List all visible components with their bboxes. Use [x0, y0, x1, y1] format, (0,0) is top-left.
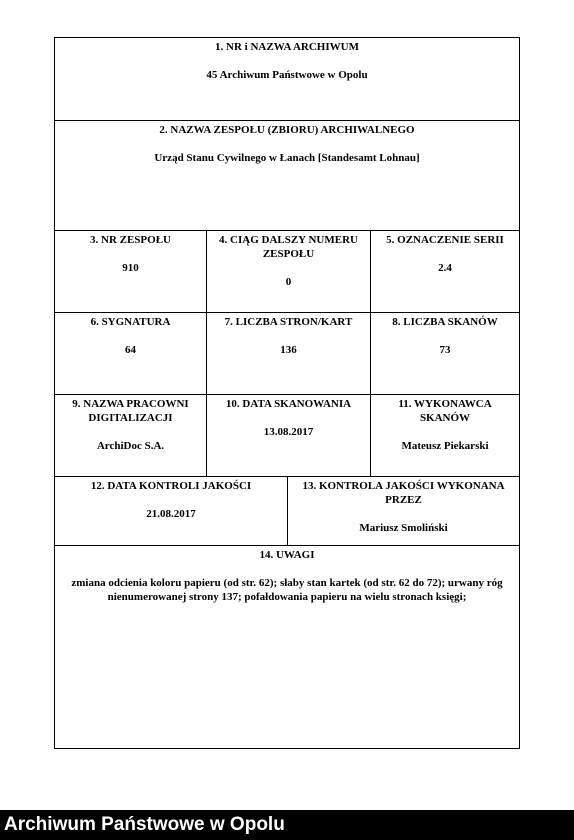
field-label: 8. LICZBA SKANÓW: [392, 316, 498, 328]
field-scan-operator: [370, 395, 519, 476]
row-fonds-name: [55, 120, 519, 230]
field-label: 2. NAZWA ZESPOŁU (ZBIORU) ARCHIWALNEGO: [159, 124, 415, 136]
field-label: 3. NR ZESPOŁU: [90, 234, 171, 246]
row-quality-control: [55, 476, 519, 545]
field-fonds-number: [55, 231, 206, 312]
field-label: 1. NR i NAZWA ARCHIWUM: [215, 41, 359, 53]
field-digitization-lab: [55, 395, 206, 476]
row-signature-counts: [55, 312, 519, 394]
field-archive-name: [55, 38, 519, 120]
field-page-count: [206, 313, 370, 394]
field-value: 64: [125, 344, 136, 356]
field-value: 21.08.2017: [146, 508, 196, 520]
field-label: 5. OZNACZENIE SERII: [386, 234, 504, 246]
field-value: 0: [285, 276, 292, 288]
field-fonds-number-continuation: [206, 231, 370, 312]
field-value: 2.4: [438, 262, 452, 274]
field-label: 7. LICZBA STRON/KART: [224, 316, 353, 328]
field-value: zmiana odcienia koloru papieru (od str. 62); słaby stan kartek (od str. 62 do 72); urwany róg nienumerowanej strony 137; pofałdowania papieru na wielu stronach księgi;: [71, 577, 503, 603]
field-scan-count: [370, 313, 519, 394]
field-label: 10. DATA SKANOWANIA: [225, 398, 352, 410]
field-label: 9. NAZWA PRACOWNI DIGITALIZACJI: [72, 398, 189, 424]
field-qc-date: [55, 477, 287, 545]
field-series-designation: [370, 231, 519, 312]
field-value: 73: [439, 344, 451, 356]
field-qc-operator: [287, 477, 519, 545]
field-value: Mateusz Piekarski: [401, 440, 489, 452]
field-value: Mariusz Smoliński: [359, 522, 448, 534]
field-value: 45 Archiwum Państwowe w Opolu: [206, 69, 368, 81]
field-remarks: [55, 546, 519, 748]
row-archive: [55, 38, 519, 120]
archive-footer-banner: Archiwum Państwowe w Opolu: [0, 810, 574, 840]
metadata-form: [54, 37, 520, 749]
field-signature: [55, 313, 206, 394]
field-value: Urząd Stanu Cywilnego w Łanach [Standesamt Lohnau]: [154, 152, 420, 164]
field-label: 14. UWAGI: [259, 549, 315, 561]
row-remarks: [55, 545, 519, 748]
field-label: 6. SYGNATURA: [90, 316, 171, 328]
field-label: 11. WYKONAWCA SKANÓW: [398, 398, 492, 424]
field-label: 13. KONTROLA JAKOŚCI WYKONANA PRZEZ: [302, 480, 505, 506]
field-value: 13.08.2017: [263, 426, 314, 438]
field-value: 910: [122, 262, 139, 274]
field-scan-date: [206, 395, 370, 476]
row-digitization: [55, 394, 519, 476]
field-label: 12. DATA KONTROLI JAKOŚCI: [90, 480, 252, 492]
field-fonds-name: [55, 121, 519, 230]
row-fonds-series: [55, 230, 519, 312]
field-value: 136: [280, 344, 297, 356]
field-label: 4. CIĄG DALSZY NUMERU ZESPOŁU: [219, 234, 358, 260]
field-value: ArchiDoc S.A.: [96, 440, 165, 452]
